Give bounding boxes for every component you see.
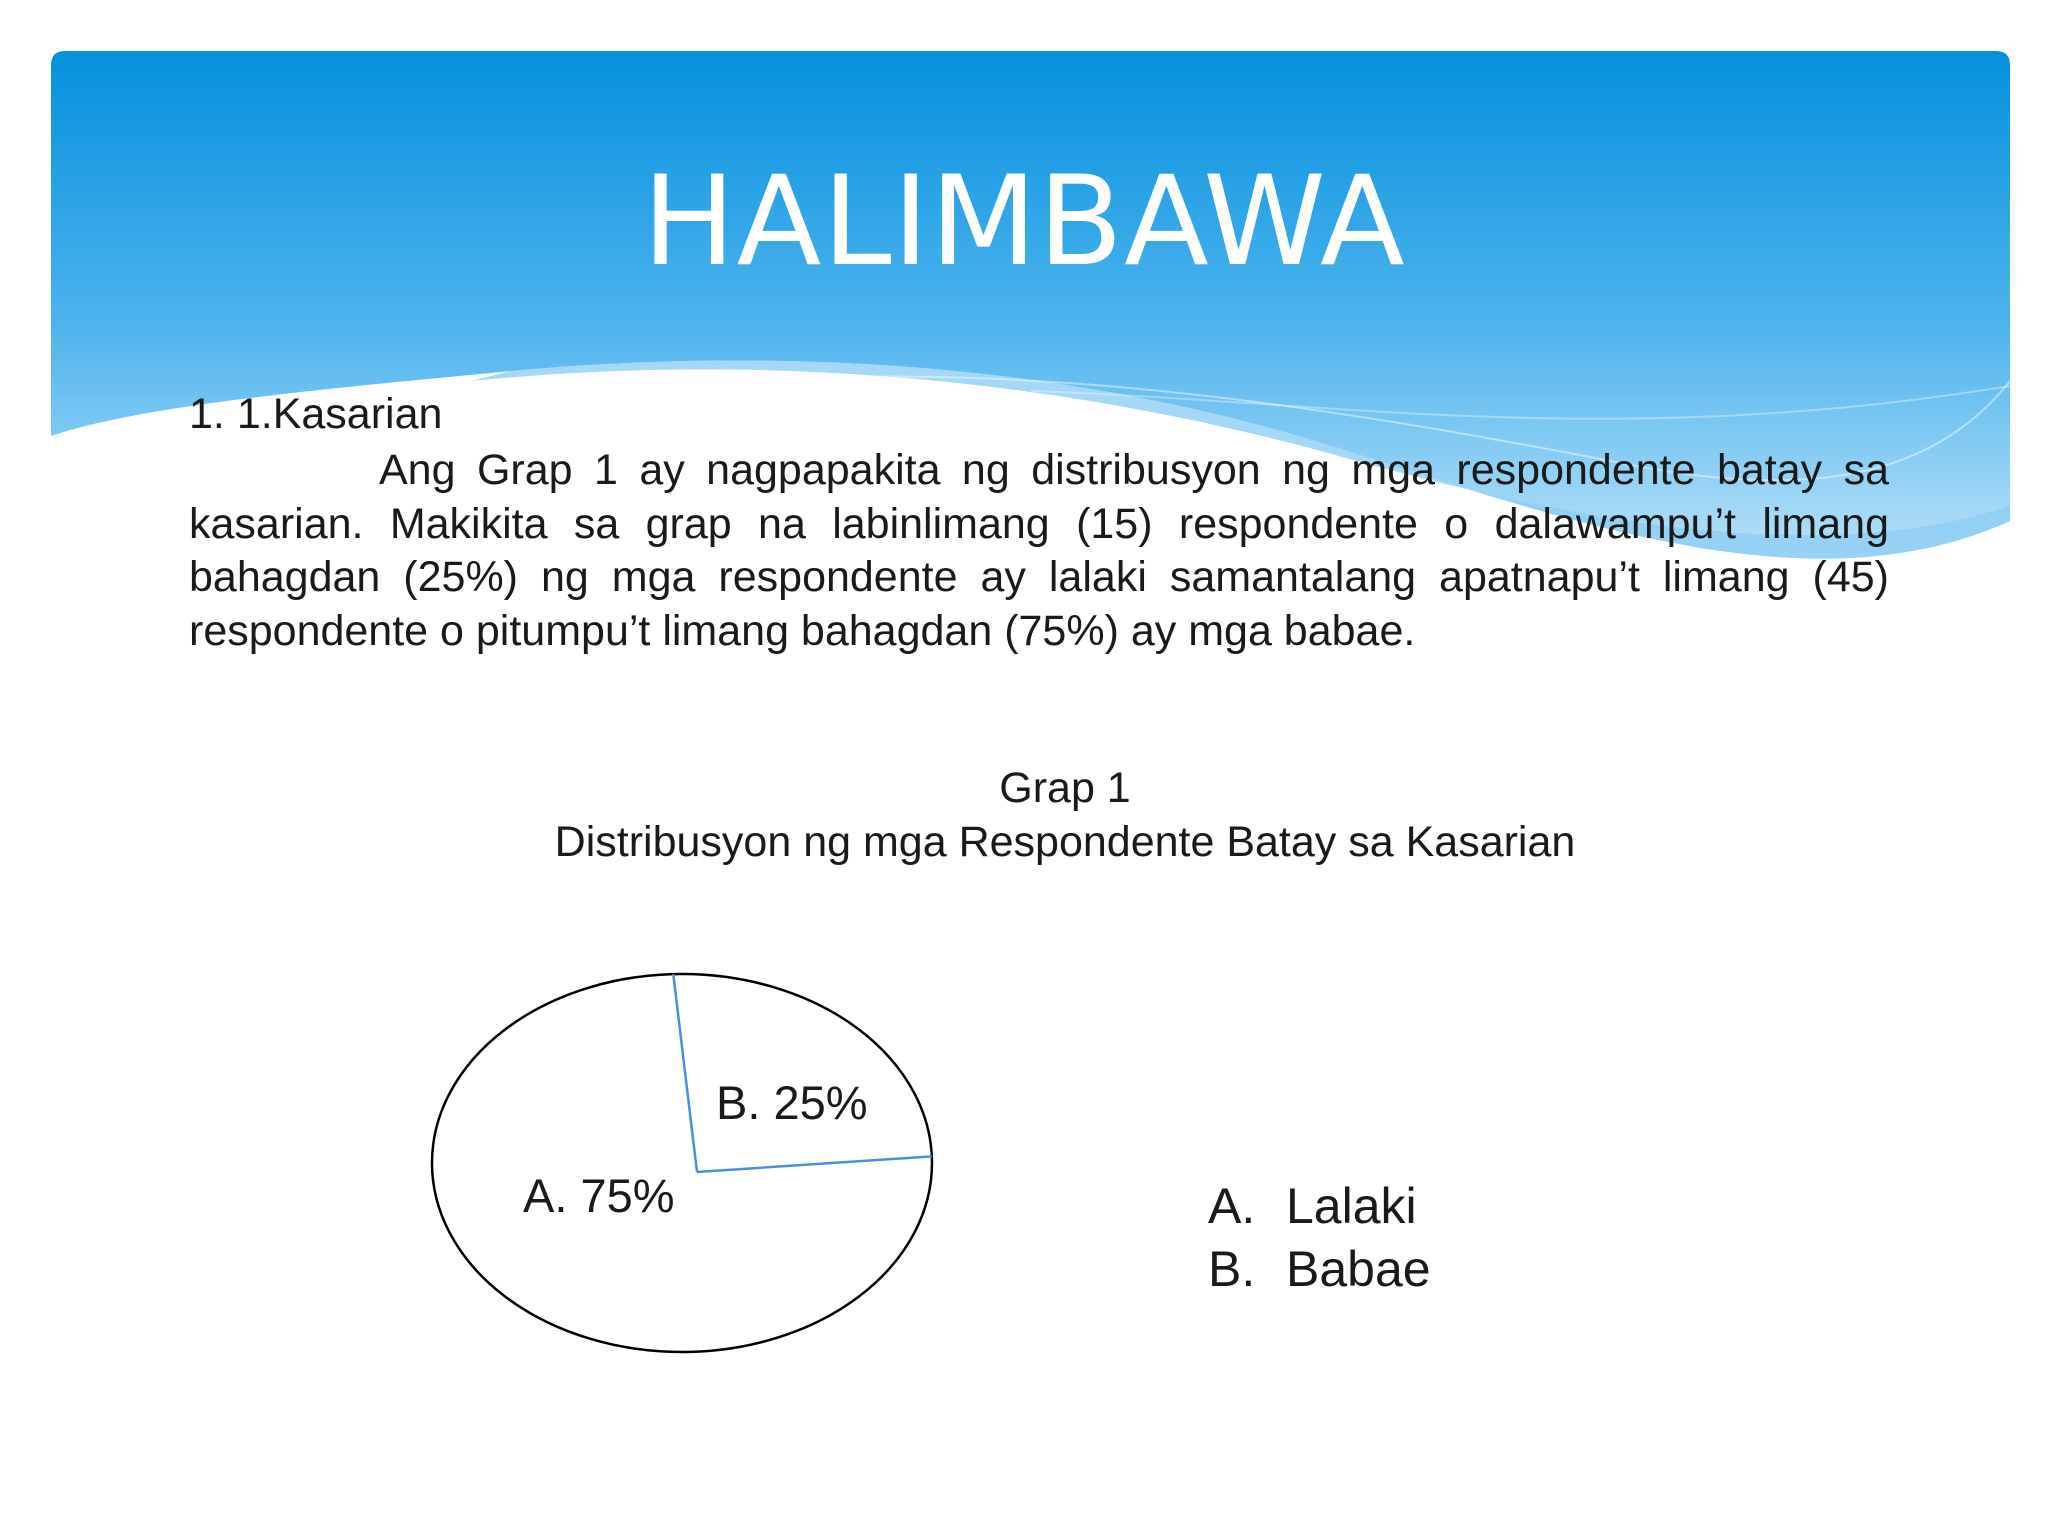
slice-label-b: B. 25% <box>716 1076 868 1129</box>
pie-outline <box>432 974 932 1352</box>
chart-legend <box>1208 1175 1431 1301</box>
body-paragraph: Ang Grap 1 ay nagpapakita ng distribusyon ng mga respondente batay sa kasarian. Makikita sa grap na labinlimang (15) respondente o dalawampu’t limang bahagdan (25%) ng mga respondente ay lalaki samantalang apatnapu’t limang (45) respondente o pitumpu’t limang bahagdan (75%) ay mga babae. <box>189 446 1889 655</box>
legend-item-b <box>1208 1238 1431 1301</box>
section-heading-text: 1.Kasarian <box>236 390 443 438</box>
legend-letter-a: A. <box>1208 1178 1256 1234</box>
chart-title: Grap 1 <box>999 764 1131 812</box>
legend-letter-b: B. <box>1208 1241 1256 1297</box>
chart-subtitle: Distribusyon ng mga Respondente Batay sa Kasarian <box>554 818 1576 866</box>
slice-label-a: A. 75% <box>523 1169 675 1222</box>
pie-dividers <box>673 974 932 1172</box>
section-number: 1. <box>189 390 225 438</box>
legend-label-b: Babae <box>1286 1241 1431 1297</box>
slice-boundary-1 <box>673 974 697 1172</box>
slide-title: HALIMBAWA <box>642 150 1406 294</box>
slice-boundary-2 <box>697 1156 932 1172</box>
legend-label-a: Lalaki <box>1286 1178 1417 1234</box>
legend-item-a <box>1208 1175 1431 1238</box>
